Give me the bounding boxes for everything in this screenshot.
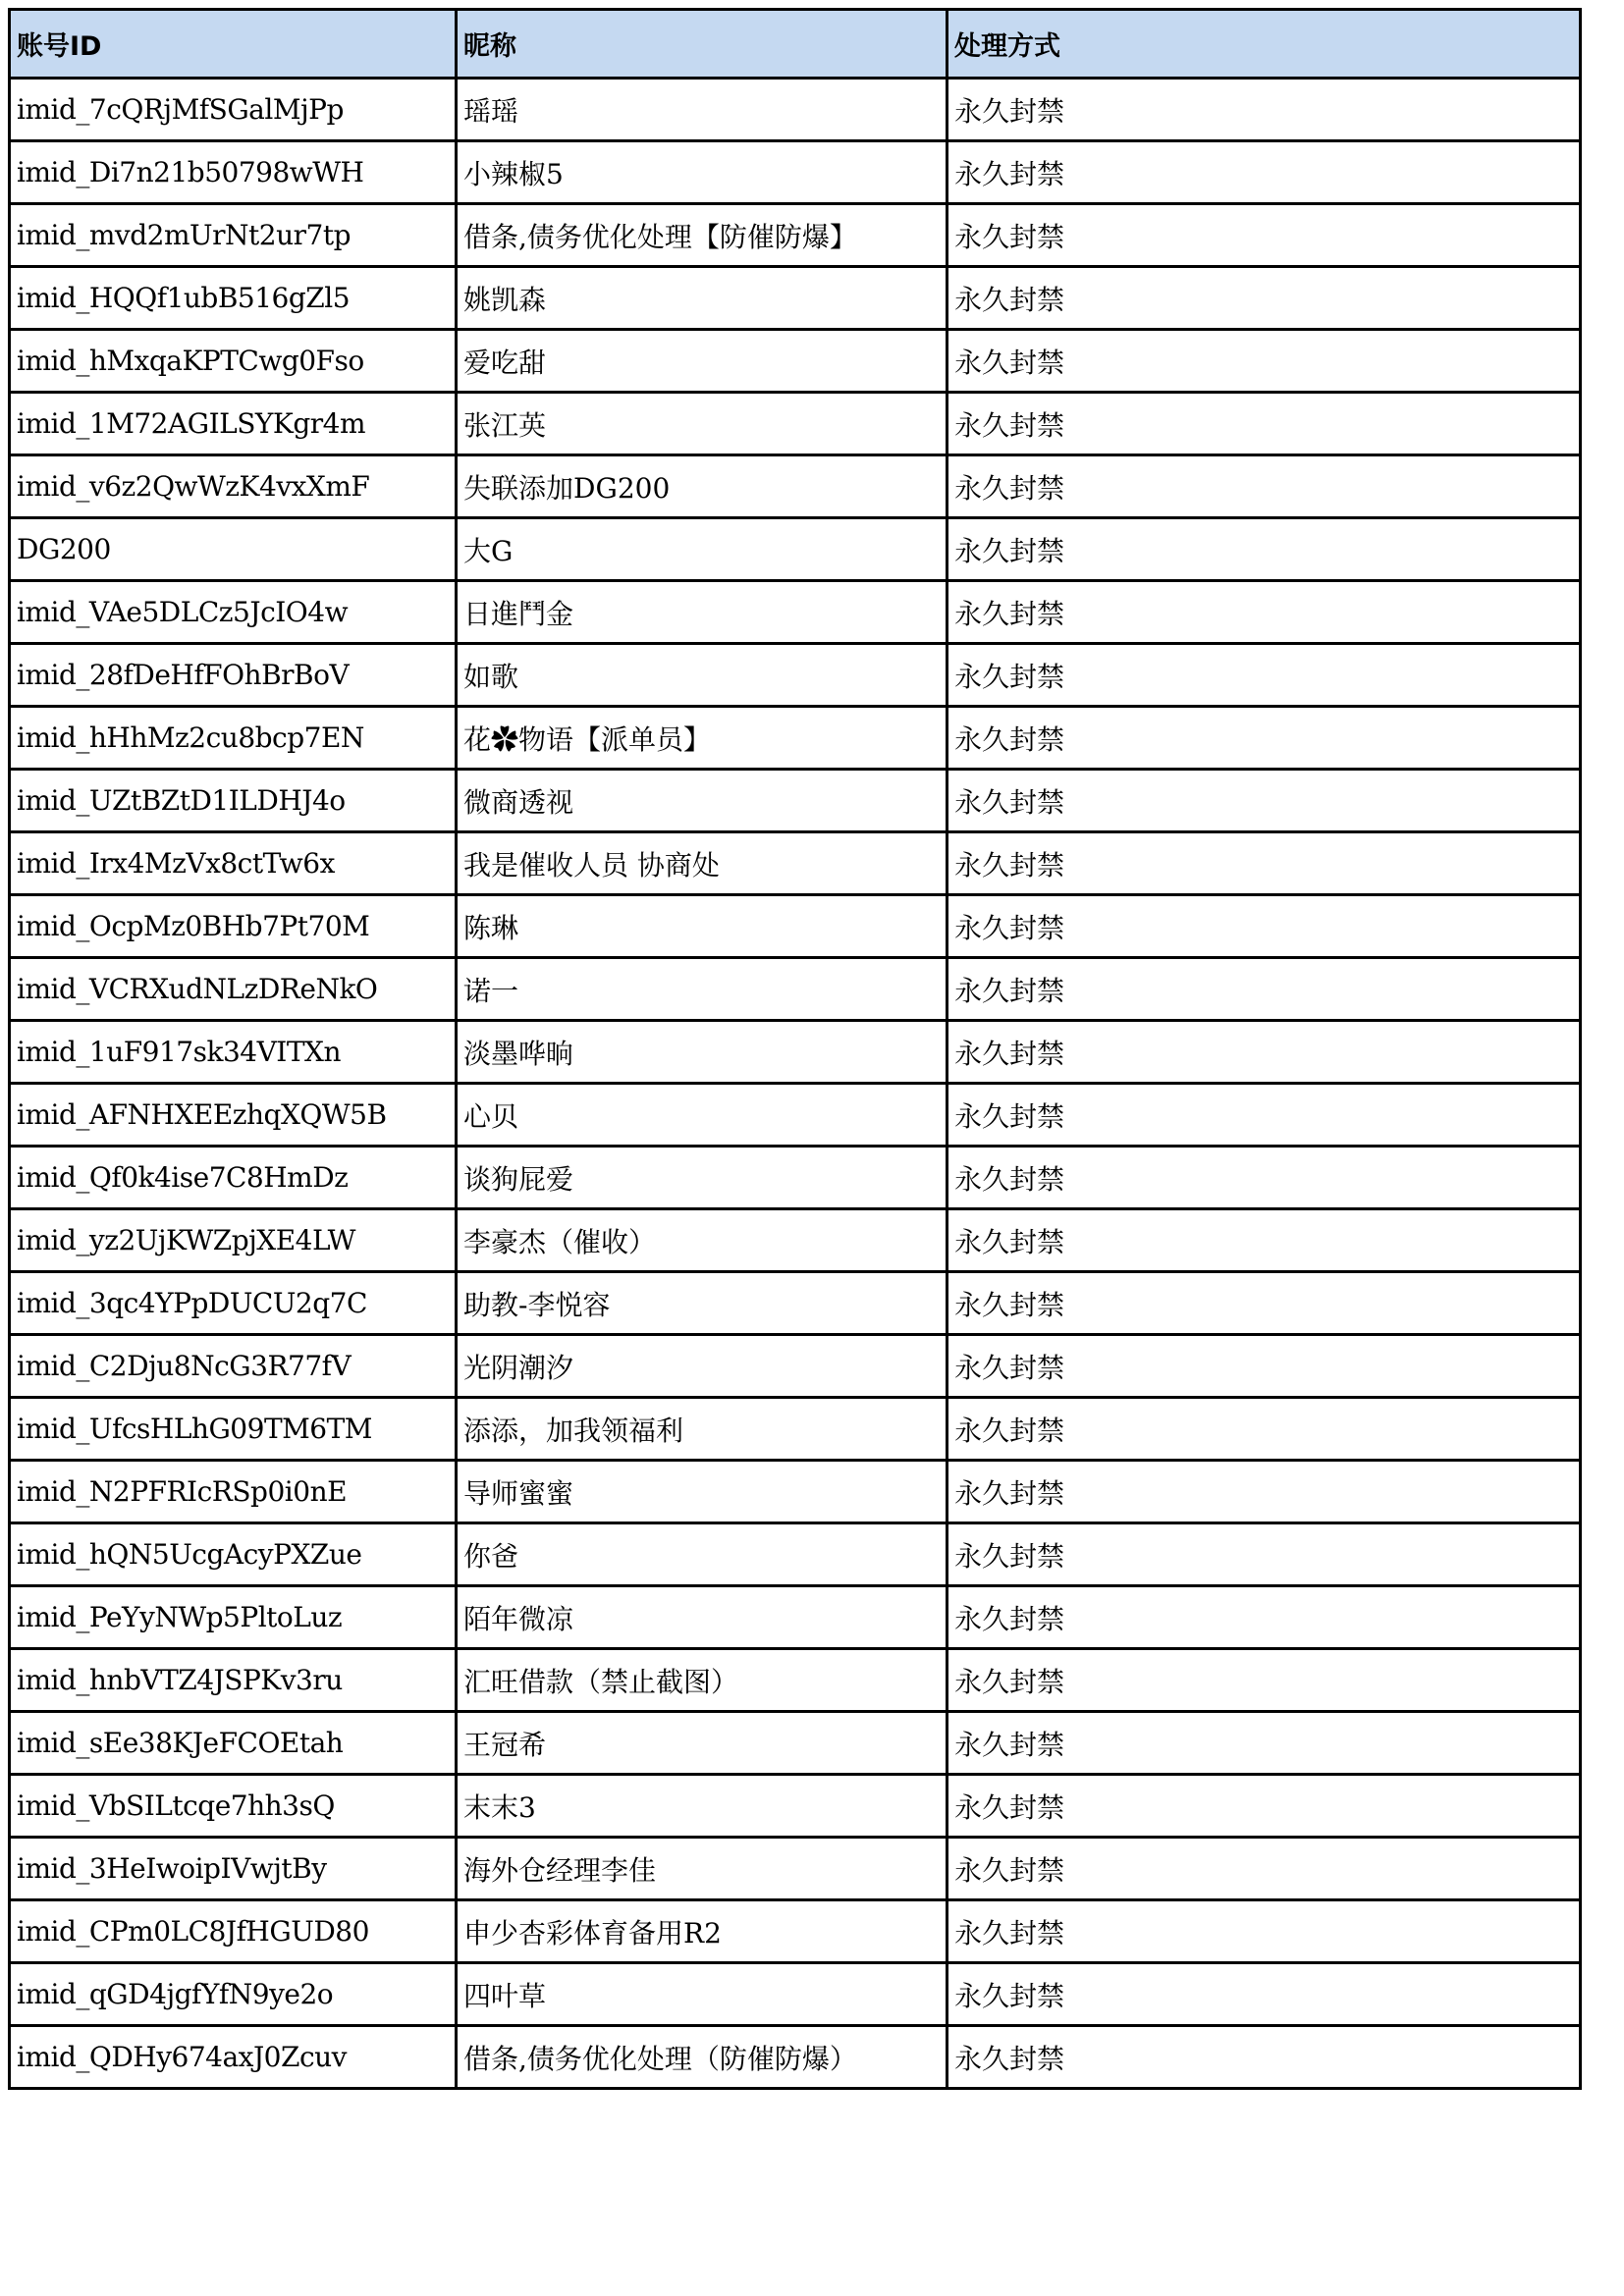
action-cell: 永久封禁 [947, 1775, 1581, 1838]
account-id-cell: imid_Qf0k4ise7C8HmDz [10, 1147, 457, 1209]
table-row [10, 1398, 1581, 1461]
account-id-cell: imid_Irx4MzVx8ctTw6x [10, 832, 457, 895]
table-row [10, 393, 1581, 455]
table-row [10, 267, 1581, 330]
nickname-cell: 汇旺借款（禁止截图） [457, 1649, 947, 1712]
action-cell: 永久封禁 [947, 1209, 1581, 1272]
header-nickname: 昵称 [457, 10, 947, 79]
table-row [10, 455, 1581, 518]
action-cell: 永久封禁 [947, 2026, 1581, 2089]
nickname-cell: 添添，加我领福利 [457, 1398, 947, 1461]
account-id-cell: imid_VCRXudNLzDReNkO [10, 958, 457, 1021]
nickname-cell: 王冠希 [457, 1712, 947, 1775]
action-cell: 永久封禁 [947, 1398, 1581, 1461]
nickname-cell: 四叶草 [457, 1963, 947, 2026]
account-id-cell: imid_AFNHXEEzhqXQW5B [10, 1084, 457, 1147]
account-id-cell: imid_v6z2QwWzK4vxXmF [10, 455, 457, 518]
nickname-cell: 陈琳 [457, 895, 947, 958]
action-cell: 永久封禁 [947, 644, 1581, 707]
account-id-cell: imid_VAe5DLCz5JcIO4w [10, 581, 457, 644]
action-cell: 永久封禁 [947, 518, 1581, 581]
account-id-cell: imid_hnbVTZ4JSPKv3ru [10, 1649, 457, 1712]
action-cell: 永久封禁 [947, 1523, 1581, 1586]
nickname-cell: 如歌 [457, 644, 947, 707]
table-row [10, 1963, 1581, 2026]
nickname-cell: 日進鬥金 [457, 581, 947, 644]
nickname-cell: 李豪杰（催收） [457, 1209, 947, 1272]
table-row [10, 1335, 1581, 1398]
account-id-cell: imid_Di7n21b50798wWH [10, 141, 457, 204]
action-cell: 永久封禁 [947, 1084, 1581, 1147]
table-row [10, 141, 1581, 204]
table-row [10, 1775, 1581, 1838]
action-cell: 永久封禁 [947, 1461, 1581, 1523]
account-id-cell: imid_HQQf1ubB516gZl5 [10, 267, 457, 330]
table-row [10, 1021, 1581, 1084]
action-cell: 永久封禁 [947, 141, 1581, 204]
nickname-cell: 陌年微凉 [457, 1586, 947, 1649]
account-id-cell: imid_VbSILtcqe7hh3sQ [10, 1775, 457, 1838]
nickname-cell: 你爸 [457, 1523, 947, 1586]
action-cell: 永久封禁 [947, 1147, 1581, 1209]
header-action: 处理方式 [947, 10, 1581, 79]
account-id-cell: imid_UZtBZtD1ILDHJ4o [10, 770, 457, 832]
table-row [10, 1084, 1581, 1147]
table-row [10, 644, 1581, 707]
account-id-cell: imid_qGD4jgfYfN9ye2o [10, 1963, 457, 2026]
ban-list-table [8, 8, 1582, 2090]
table-row [10, 1586, 1581, 1649]
account-id-cell: imid_hHhMz2cu8bcp7EN [10, 707, 457, 770]
table-body [10, 79, 1581, 2089]
account-id-cell: imid_yz2UjKWZpjXE4LW [10, 1209, 457, 1272]
action-cell: 永久封禁 [947, 1900, 1581, 1963]
nickname-cell: 诺一 [457, 958, 947, 1021]
account-id-cell: imid_OcpMz0BHb7Pt70M [10, 895, 457, 958]
account-id-cell: imid_UfcsHLhG09TM6TM [10, 1398, 457, 1461]
nickname-cell: 借条,债务优化处理【防催防爆】 [457, 204, 947, 267]
ban-list-sheet [8, 8, 1579, 2090]
table-row [10, 2026, 1581, 2089]
table-row [10, 1649, 1581, 1712]
table-row [10, 1523, 1581, 1586]
table-row [10, 1461, 1581, 1523]
action-cell: 永久封禁 [947, 1963, 1581, 2026]
nickname-cell: 末末3 [457, 1775, 947, 1838]
account-id-cell: imid_1M72AGILSYKgr4m [10, 393, 457, 455]
account-id-cell: imid_C2Dju8NcG3R77fV [10, 1335, 457, 1398]
nickname-cell: 助教-李悦容 [457, 1272, 947, 1335]
table-row [10, 958, 1581, 1021]
nickname-cell: 爱吃甜 [457, 330, 947, 393]
action-cell: 永久封禁 [947, 832, 1581, 895]
action-cell: 永久封禁 [947, 1649, 1581, 1712]
table-row [10, 1900, 1581, 1963]
nickname-cell: 微商透视 [457, 770, 947, 832]
action-cell: 永久封禁 [947, 1838, 1581, 1900]
table-row [10, 330, 1581, 393]
account-id-cell: imid_PeYyNWp5PltoLuz [10, 1586, 457, 1649]
account-id-cell: DG200 [10, 518, 457, 581]
action-cell: 永久封禁 [947, 455, 1581, 518]
nickname-cell: 失联添加DG200 [457, 455, 947, 518]
action-cell: 永久封禁 [947, 958, 1581, 1021]
account-id-cell: imid_3HeIwoipIVwjtBy [10, 1838, 457, 1900]
table-row [10, 581, 1581, 644]
account-id-cell: imid_mvd2mUrNt2ur7tp [10, 204, 457, 267]
account-id-cell: imid_28fDeHfFOhBrBoV [10, 644, 457, 707]
table-row [10, 1209, 1581, 1272]
account-id-cell: imid_7cQRjMfSGalMjPp [10, 79, 457, 141]
table-row [10, 832, 1581, 895]
action-cell: 永久封禁 [947, 393, 1581, 455]
action-cell: 永久封禁 [947, 330, 1581, 393]
nickname-cell: 海外仓经理李佳 [457, 1838, 947, 1900]
table-row [10, 204, 1581, 267]
table-row [10, 770, 1581, 832]
nickname-cell: 我是催收人员 协商处 [457, 832, 947, 895]
action-cell: 永久封禁 [947, 79, 1581, 141]
table-row [10, 1712, 1581, 1775]
nickname-cell: 光阴潮汐 [457, 1335, 947, 1398]
account-id-cell: imid_N2PFRIcRSp0i0nE [10, 1461, 457, 1523]
nickname-cell: 谈狗屁爱 [457, 1147, 947, 1209]
action-cell: 永久封禁 [947, 1712, 1581, 1775]
table-row [10, 79, 1581, 141]
action-cell: 永久封禁 [947, 1586, 1581, 1649]
action-cell: 永久封禁 [947, 267, 1581, 330]
table-row [10, 1147, 1581, 1209]
nickname-cell: 大G [457, 518, 947, 581]
table-row [10, 707, 1581, 770]
header-account-id: 账号ID [10, 10, 457, 79]
action-cell: 永久封禁 [947, 1021, 1581, 1084]
table-row [10, 1272, 1581, 1335]
account-id-cell: imid_1uF917sk34VITXn [10, 1021, 457, 1084]
action-cell: 永久封禁 [947, 1335, 1581, 1398]
account-id-cell: imid_sEe38KJeFCOEtah [10, 1712, 457, 1775]
action-cell: 永久封禁 [947, 204, 1581, 267]
account-id-cell: imid_QDHy674axJ0Zcuv [10, 2026, 457, 2089]
nickname-cell: 申少杏彩体育备用R2 [457, 1900, 947, 1963]
table-row [10, 1838, 1581, 1900]
action-cell: 永久封禁 [947, 581, 1581, 644]
action-cell: 永久封禁 [947, 770, 1581, 832]
table-row [10, 895, 1581, 958]
account-id-cell: imid_3qc4YPpDUCU2q7C [10, 1272, 457, 1335]
nickname-cell: 张江英 [457, 393, 947, 455]
nickname-cell: 花✿物语【派单员】 [457, 707, 947, 770]
nickname-cell: 淡墨哗晌 [457, 1021, 947, 1084]
nickname-cell: 借条,债务优化处理（防催防爆） [457, 2026, 947, 2089]
action-cell: 永久封禁 [947, 895, 1581, 958]
nickname-cell: 姚凯森 [457, 267, 947, 330]
action-cell: 永久封禁 [947, 707, 1581, 770]
nickname-cell: 小辣椒5 [457, 141, 947, 204]
account-id-cell: imid_CPm0LC8JfHGUD80 [10, 1900, 457, 1963]
table-row [10, 518, 1581, 581]
account-id-cell: imid_hQN5UcgAcyPXZue [10, 1523, 457, 1586]
action-cell: 永久封禁 [947, 1272, 1581, 1335]
table-header-row [10, 10, 1581, 79]
nickname-cell: 心贝 [457, 1084, 947, 1147]
nickname-cell: 导师蜜蜜 [457, 1461, 947, 1523]
nickname-cell: 瑶瑶 [457, 79, 947, 141]
account-id-cell: imid_hMxqaKPTCwg0Fso [10, 330, 457, 393]
